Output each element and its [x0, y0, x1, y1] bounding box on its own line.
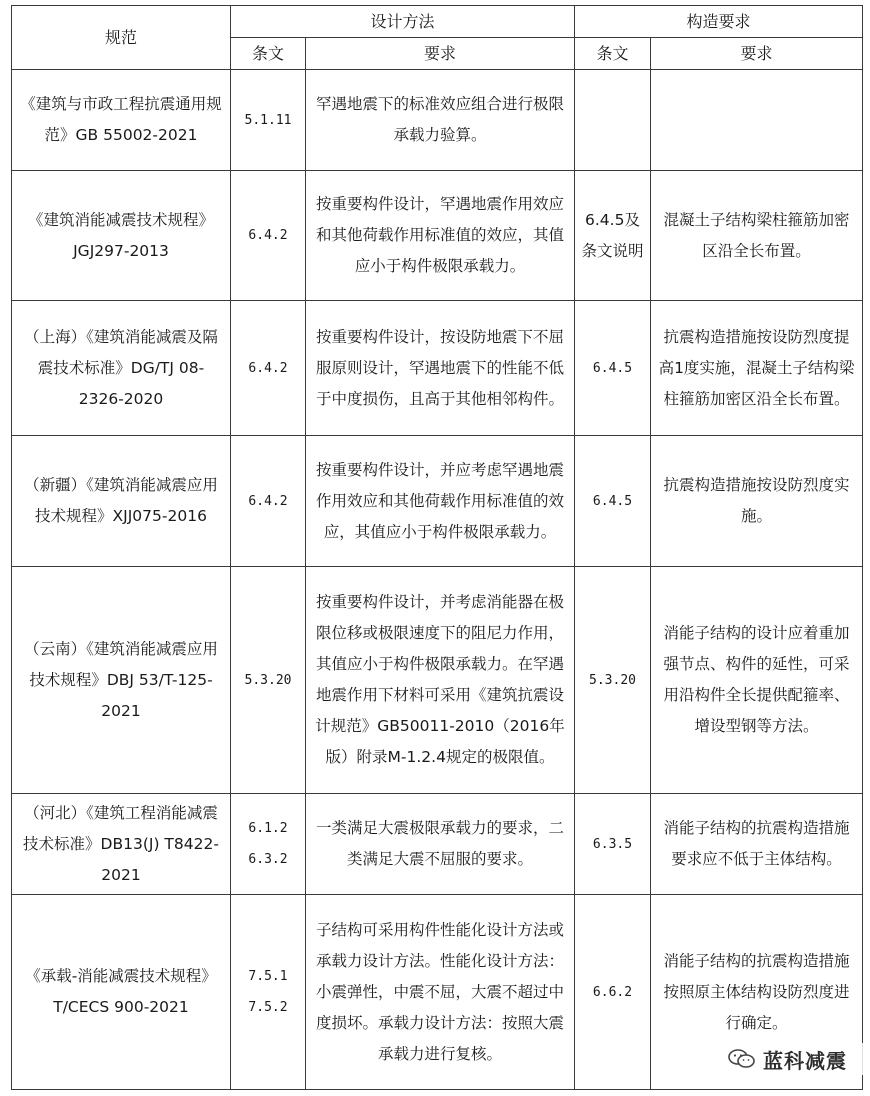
table-row — [12, 436, 863, 567]
design-req-cell: 按重要构件设计，罕遇地震作用效应和其他荷载作用标准值的效应，其值应小于构件极限承载力。 — [306, 171, 575, 301]
design-req-cell: 一类满足大震极限承载力的要求，二类满足大震不屈服的要求。 — [306, 794, 575, 895]
std-cell: （河北）《建筑工程消能减震技术标准》DB13(J) T8422-2021 — [12, 794, 231, 895]
construct-req-cell: 消能子结构的抗震构造措施要求应不低于主体结构。 — [651, 794, 863, 895]
watermark — [727, 1043, 867, 1075]
design-req-cell: 按重要构件设计，并应考虑罕遇地震作用效应和其他荷载作用标准值的效应，其值应小于构件极限承载力。 — [306, 436, 575, 567]
header-design: 设计方法 — [231, 6, 575, 38]
spec-comparison-table — [11, 5, 863, 1090]
construct-clause-cell — [575, 70, 651, 171]
construct-req-cell: 消能子结构的抗震构造措施按照原主体结构设防烈度进行确定。 — [651, 895, 863, 1090]
header-construct: 构造要求 — [575, 6, 863, 38]
std-cell: 《建筑与市政工程抗震通用规范》GB 55002-2021 — [12, 70, 231, 171]
std-cell: 《建筑消能减震技术规程》JGJ297-2013 — [12, 171, 231, 301]
header-req: 要求 — [306, 38, 575, 70]
construct-clause-cell: 6.6.2 — [575, 895, 651, 1090]
wechat-icon — [727, 1048, 757, 1070]
design-clause-cell: 6.4.2 — [231, 436, 306, 567]
design-clause-cell: 5.3.20 — [231, 567, 306, 794]
construct-req-cell: 混凝土子结构梁柱箍筋加密区沿全长布置。 — [651, 171, 863, 301]
construct-clause-cell: 6.4.5 — [575, 301, 651, 436]
design-clause-cell: 7.5.1 7.5.2 — [231, 895, 306, 1090]
std-cell: 《承载-消能减震技术规程》T/CECS 900-2021 — [12, 895, 231, 1090]
header-std: 规范 — [12, 6, 231, 70]
construct-clause-cell: 6.4.5 — [575, 436, 651, 567]
construct-req-cell — [651, 70, 863, 171]
std-cell: （上海）《建筑消能减震及隔震技术标准》DG/TJ 08-2326-2020 — [12, 301, 231, 436]
construct-clause-cell: 6.3.5 — [575, 794, 651, 895]
construct-clause-cell: 5.3.20 — [575, 567, 651, 794]
design-clause-cell: 6.1.2 6.3.2 — [231, 794, 306, 895]
design-req-cell: 罕遇地震下的标准效应组合进行极限承载力验算。 — [306, 70, 575, 171]
construct-req-cell: 抗震构造措施按设防烈度实施。 — [651, 436, 863, 567]
table-row — [12, 301, 863, 436]
table-row — [12, 567, 863, 794]
table-row — [12, 794, 863, 895]
header-clause: 条文 — [231, 38, 306, 70]
construct-req-cell: 消能子结构的设计应着重加强节点、构件的延性，可采用沿构件全长提供配箍率、增设型钢等方法。 — [651, 567, 863, 794]
construct-clause-cell: 6.4.5及条文说明 — [575, 171, 651, 301]
design-clause-cell: 5.1.11 — [231, 70, 306, 171]
table-row — [12, 70, 863, 171]
design-req-cell: 子结构可采用构件性能化设计方法或承载力设计方法。性能化设计方法：小震弹性，中震不屈，大震不超过中度损坏。承载力设计方法：按照大震承载力进行复核。 — [306, 895, 575, 1090]
design-clause-cell: 6.4.2 — [231, 171, 306, 301]
std-cell: （新疆）《建筑消能减震应用技术规程》XJJ075-2016 — [12, 436, 231, 567]
design-req-cell: 按重要构件设计，并考虑消能器在极限位移或极限速度下的阻尼力作用，其值应小于构件极限承载力。在罕遇地震作用下材料可采用《建筑抗震设计规范》GB50011-2010（2016年版）附录M-1.2.4规定的极限值。 — [306, 567, 575, 794]
design-req-cell: 按重要构件设计，按设防地震下不屈服原则设计，罕遇地震下的性能不低于中度损伤，且高于其他相邻构件。 — [306, 301, 575, 436]
design-clause-cell: 6.4.2 — [231, 301, 306, 436]
table-row — [12, 171, 863, 301]
std-cell: （云南）《建筑消能减震应用技术规程》DBJ 53/T-125-2021 — [12, 567, 231, 794]
header-clause2: 条文 — [575, 38, 651, 70]
watermark-text: 蓝科减震 — [763, 1048, 847, 1073]
construct-req-cell: 抗震构造措施按设防烈度提高1度实施，混凝土子结构梁柱箍筋加密区沿全长布置。 — [651, 301, 863, 436]
header-req2: 要求 — [651, 38, 863, 70]
